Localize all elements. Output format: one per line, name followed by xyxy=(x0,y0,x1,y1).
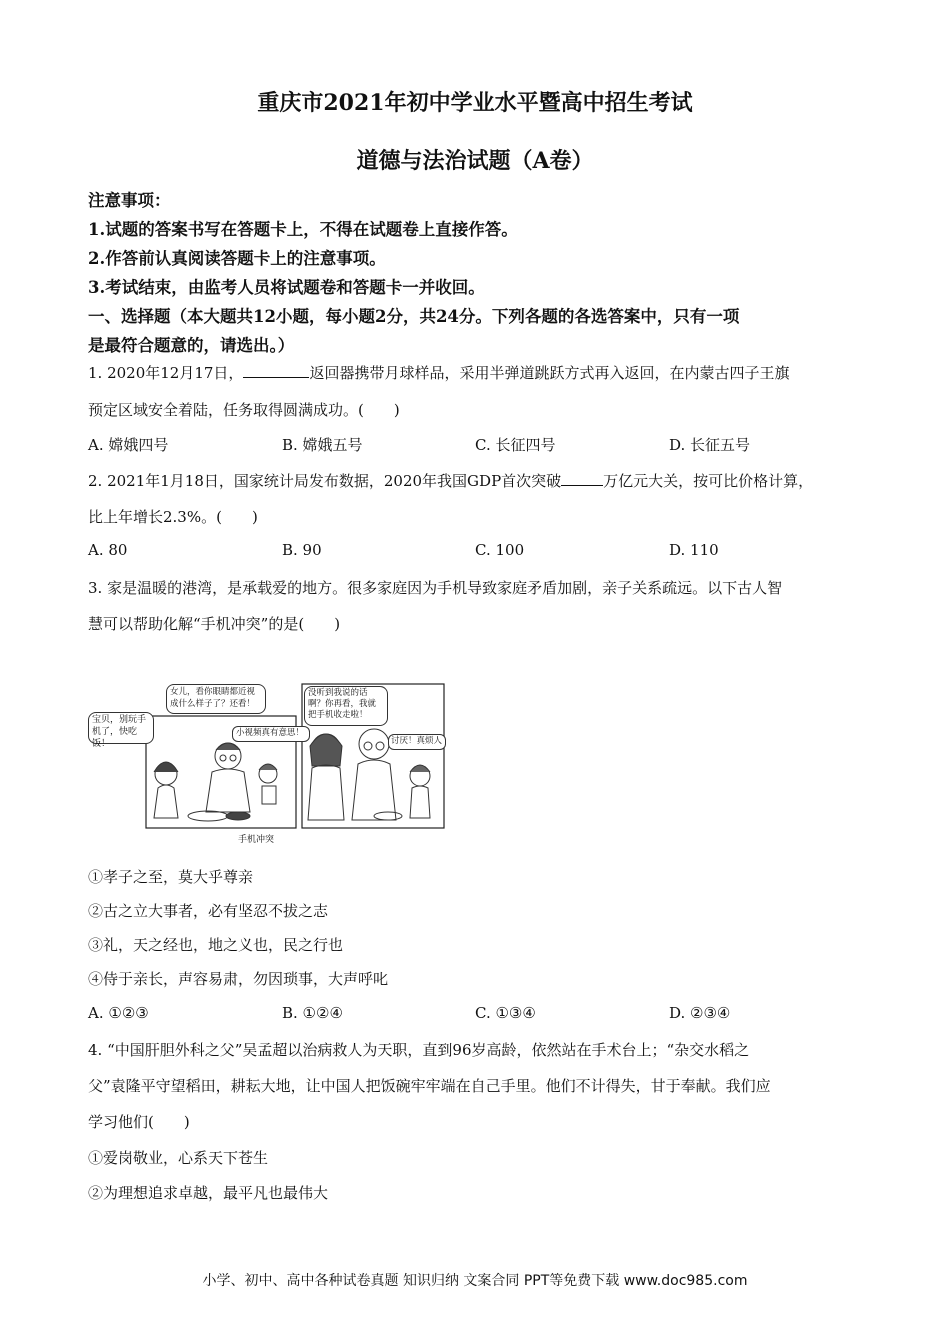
question-4-line1: 4. “中国肝胆外科之父”吴孟超以治病救人为天职，直到96岁高龄，依然站在手术台上；“杂交水稻之 xyxy=(88,1041,750,1059)
question-1-line2: 预定区域安全着陆，任务取得圆满成功。( ) xyxy=(88,401,400,419)
q3-option-b: B. ①②④ xyxy=(282,1004,343,1022)
exam-title: 重庆市2021年初中学业水平暨高中招生考试 xyxy=(257,90,693,116)
exam-subtitle: 道德与法治试题（A卷） xyxy=(356,148,594,174)
comic-figure xyxy=(88,676,448,846)
answer-blank xyxy=(243,363,309,378)
question-4-line2: 父”袁隆平守望稻田，耕耘大地，让中国人把饭碗牢牢端在自己手里。他们不计得失，甘于奉献。我们应 xyxy=(88,1077,771,1095)
note-item: 1.试题的答案书写在答题卡上，不得在试题卷上直接作答。 xyxy=(88,220,518,239)
q3-item-2: ②古之立大事者，必有坚忍不拔之志 xyxy=(88,902,329,920)
q2-option-c: C. 100 xyxy=(475,541,525,559)
q1-text-post: 返回器携带月球样品，采用半弹道跳跃方式再入返回，在内蒙古四子王旗 xyxy=(309,364,790,382)
q2-option-d: D. 110 xyxy=(669,541,719,559)
q3-item-4: ④侍于亲长，声容易肃，勿因琐事，大声呼叱 xyxy=(88,970,389,988)
q1-option-d: D. 长征五号 xyxy=(669,436,751,454)
q2-text-pre: 2. 2021年1月18日，国家统计局发布数据，2020年我国GDP首次突破 xyxy=(88,472,562,490)
q1-option-b: B. 嫦娥五号 xyxy=(282,436,363,454)
notes-heading: 注意事项： xyxy=(88,191,171,210)
q4-item-1: ①爱岗敬业，心系天下苍生 xyxy=(88,1149,269,1167)
q1-option-c: C. 长征四号 xyxy=(475,436,556,454)
speech-bubble: 女儿，看你眼睛都近视成什么样子了？还看！ xyxy=(166,684,266,714)
answer-blank xyxy=(561,471,603,486)
q1-text-pre: 1. 2020年12月17日， xyxy=(88,364,244,382)
q3-item-1: ①孝子之至，莫大乎尊亲 xyxy=(88,868,254,886)
question-2-line2: 比上年增长2.3%。( ) xyxy=(88,508,258,526)
question-4-line3: 学习他们( ) xyxy=(88,1113,190,1131)
question-1-line1 xyxy=(88,362,789,383)
question-3-line2: 慧可以帮助化解“手机冲突”的是( ) xyxy=(88,615,341,633)
q2-option-a: A. 80 xyxy=(88,541,128,559)
q4-item-2: ②为理想追求卓越，最平凡也最伟大 xyxy=(88,1184,329,1202)
speech-bubble: 讨厌！真烦人 xyxy=(388,734,446,750)
comic-drawing xyxy=(88,676,448,846)
section-heading-cont: 是最符合题意的，请选出。） xyxy=(88,336,295,355)
footer-text: 小学、初中、高中各种试卷真题 知识归纳 文案合同 PPT等免费下载 www.doc985.com xyxy=(202,1273,748,1289)
section-heading: 一、选择题（本大题共12小题，每小题2分，共24分。下列各题的各选答案中，只有一项 xyxy=(88,307,740,326)
figure-caption: 手机冲突 xyxy=(238,835,275,845)
speech-bubble: 小视频真有意思！ xyxy=(232,726,310,742)
q3-item-3: ③礼，天之经也，地之义也，民之行也 xyxy=(88,936,344,954)
note-item: 2.作答前认真阅读答题卡上的注意事项。 xyxy=(88,249,386,268)
q3-option-d: D. ②③④ xyxy=(669,1004,731,1022)
q3-option-c: C. ①③④ xyxy=(475,1004,536,1022)
q2-text-post: 万亿元大关，按可比价格计算， xyxy=(603,472,814,490)
note-item: 3.考试结束，由监考人员将试题卷和答题卡一并收回。 xyxy=(88,278,485,297)
q3-option-a: A. ①②③ xyxy=(88,1004,149,1022)
question-3-line1: 3. 家是温暖的港湾，是承载爱的地方。很多家庭因为手机导致家庭矛盾加剧，亲子关系疏远。以下古人智 xyxy=(88,579,783,597)
q2-option-b: B. 90 xyxy=(282,541,322,559)
q1-option-a: A. 嫦娥四号 xyxy=(88,436,169,454)
speech-bubble: 宝贝，别玩手机了，快吃饭！ xyxy=(88,712,154,744)
question-2-line1 xyxy=(88,470,813,491)
speech-bubble: 没听到我说的话啊？你再看，我就把手机收走啦！ xyxy=(304,686,388,726)
